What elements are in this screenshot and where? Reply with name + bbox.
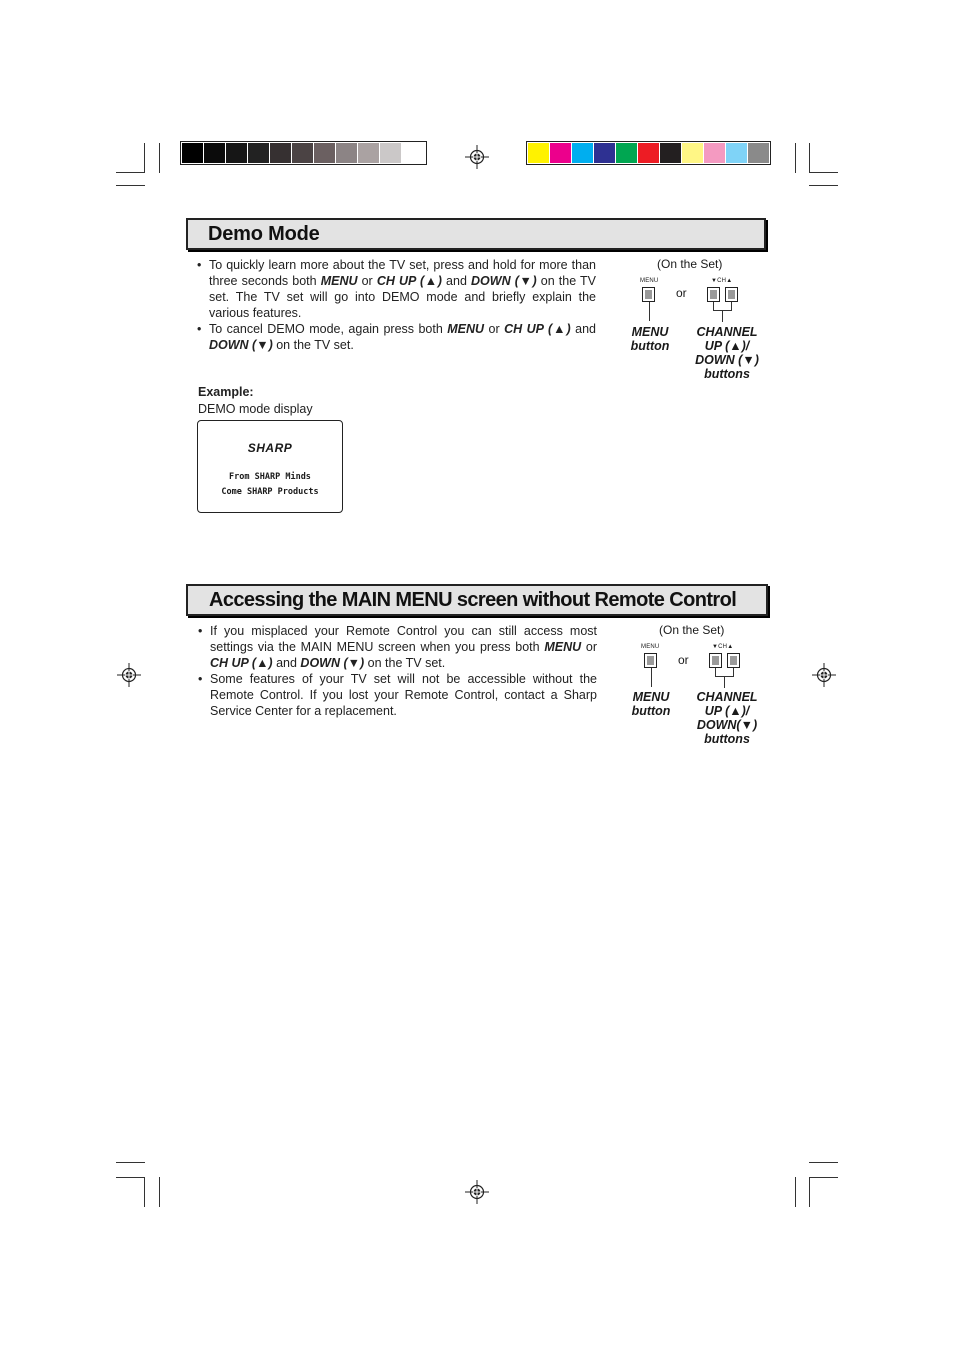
grayscale-swatch bbox=[358, 143, 380, 163]
access-main-menu-header bbox=[186, 584, 768, 616]
registration-mark-icon bbox=[465, 145, 489, 169]
text: To cancel DEMO mode, again press both bbox=[209, 322, 448, 336]
demo-mode-title: Demo Mode bbox=[208, 223, 320, 245]
leader-line bbox=[651, 668, 652, 687]
process-color-swatch bbox=[682, 143, 704, 163]
crop-mark bbox=[159, 1177, 160, 1207]
keyword-ch-up: CH UP (▲) bbox=[210, 656, 273, 670]
grayscale-swatch bbox=[204, 143, 226, 163]
channel-up-button-icon bbox=[725, 287, 738, 302]
menu-button-label bbox=[621, 690, 681, 718]
grayscale-swatch bbox=[226, 143, 248, 163]
crop-mark bbox=[144, 1177, 145, 1207]
list-item bbox=[198, 671, 597, 719]
text: on the TV set. bbox=[272, 338, 354, 352]
text: and bbox=[570, 322, 596, 336]
crop-mark bbox=[116, 1162, 145, 1163]
registration-mark-icon bbox=[117, 663, 141, 687]
grayscale-swatch bbox=[380, 143, 402, 163]
grayscale-swatch bbox=[270, 143, 292, 163]
keyword-menu: MENU bbox=[544, 640, 582, 654]
process-color-swatch bbox=[704, 143, 726, 163]
label-line: CHANNEL bbox=[696, 690, 758, 704]
process-color-swatch bbox=[550, 143, 572, 163]
access-main-menu-title: Accessing the MAIN MENU screen without Remote Control bbox=[209, 589, 737, 611]
demo-mode-header bbox=[186, 218, 766, 250]
crop-mark bbox=[809, 1177, 810, 1207]
crop-mark bbox=[795, 143, 796, 173]
channel-down-button-icon bbox=[707, 287, 720, 302]
label-line: DOWN (▼) bbox=[695, 353, 759, 367]
keyword-menu: MENU bbox=[320, 274, 358, 288]
label-line: MENU bbox=[631, 325, 669, 339]
leader-line bbox=[722, 310, 723, 322]
text: and bbox=[272, 656, 301, 670]
crop-mark bbox=[809, 185, 838, 186]
access-main-menu-instructions bbox=[198, 623, 597, 719]
demo-mode-instructions bbox=[197, 257, 596, 353]
process-color-swatch bbox=[748, 143, 770, 163]
process-color-swatch bbox=[726, 143, 748, 163]
on-the-set-label: (On the Set) bbox=[657, 257, 723, 271]
text: and bbox=[441, 274, 472, 288]
ch-tag: ▼CH▲ bbox=[711, 278, 733, 284]
process-color-swatch bbox=[660, 143, 682, 163]
keyword-down: DOWN (▼) bbox=[300, 656, 365, 670]
crop-mark bbox=[795, 1177, 796, 1207]
label-line: button bbox=[631, 704, 671, 718]
label-line: buttons bbox=[704, 732, 750, 746]
crop-mark bbox=[809, 1162, 838, 1163]
text: on the TV set. bbox=[364, 656, 446, 670]
label-line: buttons bbox=[704, 367, 750, 381]
text: or bbox=[484, 322, 505, 336]
label-line: CHANNEL bbox=[696, 325, 758, 339]
or-label: or bbox=[678, 653, 689, 667]
menu-tag: MENU bbox=[640, 278, 659, 284]
crop-mark bbox=[116, 172, 145, 173]
demo-display-illustration bbox=[197, 420, 343, 513]
list-item bbox=[197, 257, 596, 321]
crop-mark bbox=[159, 143, 160, 173]
channel-buttons-label bbox=[688, 690, 766, 746]
label-line: button bbox=[630, 339, 670, 353]
grayscale-swatch bbox=[336, 143, 358, 163]
process-color-swatch bbox=[528, 143, 550, 163]
menu-button-icon bbox=[644, 653, 657, 668]
or-label: or bbox=[676, 286, 687, 300]
menu-button-label bbox=[620, 325, 680, 353]
crop-mark bbox=[116, 1177, 145, 1178]
list-item bbox=[197, 321, 596, 353]
channel-buttons-label bbox=[688, 325, 766, 381]
demo-tagline-line2: Come SHARP Products bbox=[221, 487, 319, 497]
demo-tagline-line1: From SHARP Minds bbox=[229, 472, 311, 482]
label-line: DOWN(▼) bbox=[696, 718, 758, 732]
label-line: UP (▲)/ bbox=[704, 704, 750, 718]
grayscale-swatch bbox=[314, 143, 336, 163]
crop-mark bbox=[116, 185, 145, 186]
process-color-swatch bbox=[594, 143, 616, 163]
text: If you misplaced your Remote Control you can still access most settings via the MAIN MENU screen when you press both bbox=[210, 624, 597, 654]
crop-mark bbox=[144, 143, 145, 173]
label-line: UP (▲)/ bbox=[704, 339, 750, 353]
ch-tag: ▼CH▲ bbox=[712, 644, 734, 650]
registration-mark-icon bbox=[812, 663, 836, 687]
text: Some features of your TV set will not be accessible without the Remote Control. If you lost your Remote Control, contact a Sharp Service Center for a replacement. bbox=[210, 672, 597, 718]
grayscale-swatch bbox=[402, 143, 424, 163]
crop-mark bbox=[809, 143, 810, 173]
process-color-swatch bbox=[638, 143, 660, 163]
channel-up-button-icon bbox=[727, 653, 740, 668]
on-the-set-label: (On the Set) bbox=[659, 623, 725, 637]
process-color-swatch bbox=[572, 143, 594, 163]
keyword-ch-up: CH UP (▲) bbox=[376, 274, 442, 288]
keyword-menu: MENU bbox=[447, 322, 485, 336]
process-color-swatch bbox=[616, 143, 638, 163]
text: To quickly learn more about the TV set, press and hold for more than three seconds both bbox=[209, 258, 596, 288]
keyword-down: DOWN (▼) bbox=[209, 338, 273, 352]
keyword-down: DOWN (▼) bbox=[471, 274, 537, 288]
sharp-logo: SHARP bbox=[247, 441, 293, 455]
crop-mark bbox=[809, 1177, 838, 1178]
label-line: MENU bbox=[632, 690, 670, 704]
registration-mark-icon bbox=[465, 1180, 489, 1204]
leader-line bbox=[724, 676, 725, 688]
leader-line bbox=[649, 302, 650, 321]
grayscale-swatch bbox=[248, 143, 270, 163]
menu-tag: MENU bbox=[641, 644, 660, 650]
grayscale-swatch bbox=[292, 143, 314, 163]
channel-down-button-icon bbox=[709, 653, 722, 668]
crop-mark bbox=[809, 172, 838, 173]
list-item bbox=[198, 623, 597, 671]
example-caption: DEMO mode display bbox=[198, 402, 313, 416]
text: or bbox=[357, 274, 377, 288]
menu-button-icon bbox=[642, 287, 655, 302]
keyword-ch-up: CH UP (▲) bbox=[504, 322, 571, 336]
grayscale-swatch bbox=[182, 143, 204, 163]
example-heading: Example: bbox=[198, 385, 254, 399]
text: or bbox=[581, 640, 597, 654]
text: on the TV set. The TV set will go into DEMO mode and briefly explain the various features. bbox=[209, 274, 596, 320]
